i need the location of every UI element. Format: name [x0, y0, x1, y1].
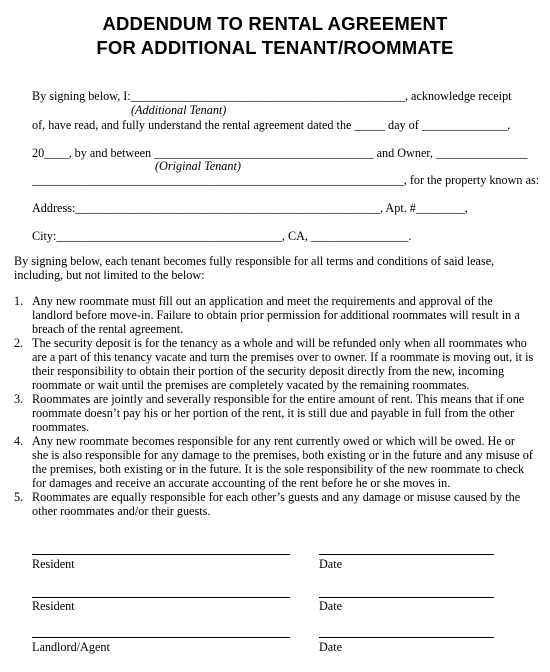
list-item-number: 2. — [14, 336, 24, 350]
date-line — [319, 637, 494, 638]
list-item-text: Roommates are jointly and severally responsible for the entire amount of rent. This means that if one roommate doesn’t pay his or her portion of the rent, it is still due and payable in full from the other roommates. — [32, 392, 525, 434]
resident-signature-label: Resident — [32, 599, 75, 613]
terms-list — [14, 294, 534, 518]
document-title-line2: FOR ADDITIONAL TENANT/ROOMMATE — [96, 37, 454, 58]
date-line — [319, 554, 494, 555]
resident-signature-line — [32, 597, 290, 598]
date-label: Date — [319, 640, 343, 654]
list-item-number: 3. — [14, 392, 24, 406]
list-item-number: 1. — [14, 294, 24, 308]
list-item — [14, 294, 534, 336]
form-row-owner-continued: _____________________________________________________________, for the property known as: — [32, 173, 540, 187]
date-label: Date — [319, 599, 343, 613]
list-item-text: Any new roommate becomes responsible for any rent currently owed or which will be owed. He or she is also responsible for any damage to the premises, both existing or in the future and any misuse of the premises, both existing or in the future. It is the sole responsibility of the new roommate to check for damages and receive an accurate accounting of the rent before he or she moves in. — [32, 434, 533, 490]
list-item-text: Any new roommate must fill out an application and meet the requirements and approval of the landlord before move-in. Failure to obtain prior permission for additional roommates will result in a breach of the rental agreement. — [32, 294, 520, 336]
list-item — [14, 434, 534, 490]
form-row-address: Address:__________________________________________________, Apt. #________, — [32, 201, 468, 215]
list-item — [14, 490, 534, 518]
form-row-additional-tenant: By signing below, I:_____________________________________________, acknowledge receipt — [32, 89, 512, 103]
form-row-city: City:_____________________________________, CA, ________________. — [32, 229, 412, 243]
additional-tenant-caption: (Additional Tenant) — [131, 103, 227, 117]
landlord-signature-line — [32, 637, 290, 638]
intro-paragraph: By signing below, each tenant becomes fully responsible for all terms and conditions of said lease, including, but not limited to the below: — [14, 254, 495, 282]
list-item-number: 4. — [14, 434, 24, 448]
form-row-parties: 20____, by and between ____________________________________ and Owner, _______________ — [32, 146, 528, 160]
original-tenant-caption: (Original Tenant) — [155, 159, 241, 173]
document-title-line1: ADDENDUM TO RENTAL AGREEMENT — [102, 13, 448, 34]
list-item — [14, 392, 534, 434]
list-item-number: 5. — [14, 490, 24, 504]
list-item-text: The security deposit is for the tenancy as a whole and will be refunded only when all roommates who are a part of this tenancy vacate and turn the premises over to owner. If a roommate is moving out, it is their responsibility to obtain their portion of the security deposit directly from the new, incoming roommate or wait until the premises are completely vacated by the remaining roommates. — [32, 336, 534, 392]
form-row-agreement-date: of, have read, and fully understand the rental agreement dated the _____ day of ______________, — [32, 118, 511, 132]
landlord-signature-label: Landlord/Agent — [32, 640, 110, 654]
date-label: Date — [319, 557, 343, 571]
resident-signature-line — [32, 554, 290, 555]
date-line — [319, 597, 494, 598]
resident-signature-label: Resident — [32, 557, 75, 571]
list-item — [14, 336, 534, 392]
list-item-text: Roommates are equally responsible for each other’s guests and any damage or misuse caused by the other roommates and/or their guests. — [32, 490, 521, 518]
